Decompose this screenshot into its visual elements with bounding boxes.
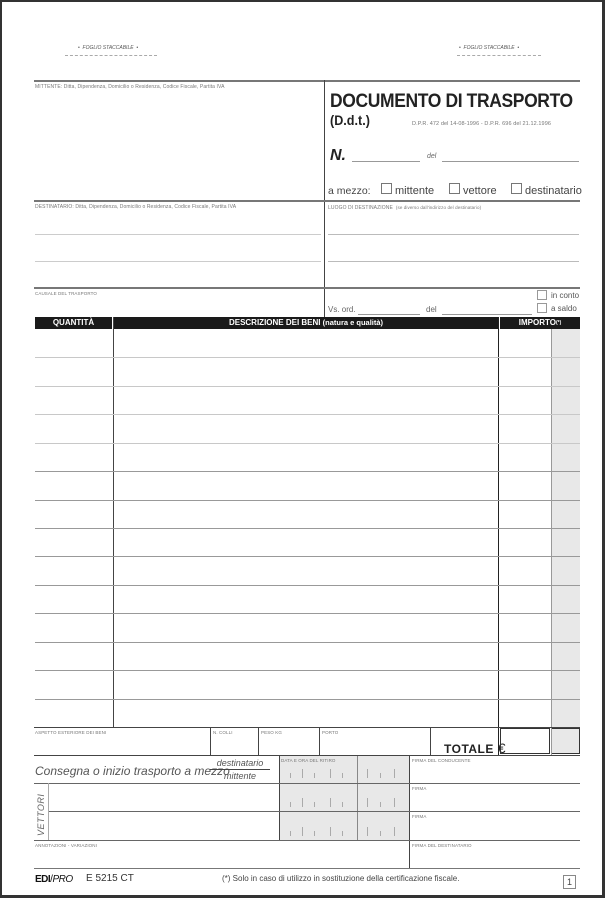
mittente-label: MITTENTE: Ditta, Dipendenza, Domicilio o Residenza, Codice Fiscale, Partita IVA xyxy=(35,84,225,90)
table-row[interactable] xyxy=(35,556,580,584)
tick-mark xyxy=(394,769,395,778)
totale-divider xyxy=(430,727,431,755)
tick-mark xyxy=(367,798,368,807)
consegna-label: Consegna o inizio trasporto a mezzo xyxy=(35,764,230,778)
aspetto-label: ASPETTO ESTERIORE DEI BENI xyxy=(35,730,107,735)
column-header-descrizione: DESCRIZIONE DEI BENI (natura e qualità) xyxy=(114,317,498,329)
vettore-2-field[interactable] xyxy=(50,813,278,838)
table-row[interactable] xyxy=(35,500,580,528)
legal-reference: D.P.R. 472 del 14-08-1996 - D.P.R. 696 del 21.12.1996 xyxy=(412,121,552,127)
bullet-icon: • xyxy=(133,45,139,51)
order-date-field[interactable] xyxy=(442,314,532,315)
top-rule xyxy=(34,80,580,82)
annotazioni-label: ANNOTAZIONI - VARIAZIONI xyxy=(35,843,97,848)
firma-destinatario-label: FIRMA DEL DESTINATARIO xyxy=(412,843,472,848)
bullet-icon: • xyxy=(514,45,520,51)
fraction-destinatario[interactable]: destinatario xyxy=(216,758,264,768)
data-ora-mid-divider xyxy=(357,756,358,840)
tick-mark xyxy=(342,773,343,778)
table-row[interactable] xyxy=(35,670,580,698)
totale-label: TOTALE € xyxy=(444,740,507,756)
checkbox-mittente[interactable] xyxy=(381,183,392,194)
checkbox-destinatario[interactable] xyxy=(511,183,522,194)
option-vettore-label: vettore xyxy=(463,185,497,197)
annotazioni-field[interactable] xyxy=(35,850,407,867)
table-row[interactable] xyxy=(35,699,580,727)
bullet-icon: • xyxy=(78,45,83,51)
table-row[interactable] xyxy=(35,414,580,442)
tear-off-line-left xyxy=(65,55,157,56)
table-row[interactable] xyxy=(35,528,580,556)
firma-conducente-label: FIRMA DEL CONDUCENTE xyxy=(412,758,471,763)
table-row[interactable] xyxy=(35,357,580,385)
tick-mark xyxy=(380,773,381,778)
number-field[interactable] xyxy=(352,161,420,162)
destination-line-1[interactable] xyxy=(328,234,579,235)
data-ora-grid[interactable] xyxy=(279,756,409,840)
table-row[interactable] xyxy=(35,329,580,357)
mittente-field[interactable] xyxy=(35,92,321,200)
section-rule-1 xyxy=(34,200,580,202)
colli-label: N. COLLI xyxy=(213,730,233,735)
fraction-bar xyxy=(210,769,270,770)
destination-line-2[interactable] xyxy=(328,261,579,262)
option-destinatario-label: destinatario xyxy=(525,185,582,197)
table-row[interactable] xyxy=(35,471,580,499)
product-code: E 5215 CT xyxy=(86,873,134,884)
tick-mark xyxy=(342,831,343,836)
destination-label: LUOGO DI DESTINAZIONE (se diverso dall'indirizzo del destinatario) xyxy=(328,205,482,211)
tick-mark xyxy=(302,798,303,807)
tick-mark xyxy=(380,802,381,807)
tick-mark xyxy=(380,831,381,836)
tick-mark xyxy=(302,827,303,836)
bullet-icon: • xyxy=(459,45,464,51)
aspetto-field[interactable] xyxy=(35,736,209,754)
porto-label: PORTO xyxy=(322,730,339,735)
porto-divider xyxy=(319,727,320,755)
footer-rule xyxy=(34,868,580,869)
tick-mark xyxy=(314,802,315,807)
document-title: DOCUMENTO DI TRASPORTO xyxy=(330,91,573,112)
in-conto-label: in conto xyxy=(551,291,580,300)
tick-mark xyxy=(330,827,331,836)
edipro-logo: EDI/PRO xyxy=(35,874,73,885)
tick-mark xyxy=(394,827,395,836)
destinatario-line-2[interactable] xyxy=(35,261,321,262)
option-mittente-label: mittente xyxy=(395,185,435,197)
data-ora-label: DATA E ORA DEL RITIRO xyxy=(281,758,336,763)
tick-mark xyxy=(330,769,331,778)
fraction-mittente[interactable]: mittente xyxy=(223,771,256,781)
tick-mark xyxy=(290,773,291,778)
causale-field[interactable] xyxy=(35,298,321,316)
order-date-label: del xyxy=(426,305,437,314)
vs-ord-field[interactable] xyxy=(358,314,420,315)
tick-mark xyxy=(367,769,368,778)
footnote: (*) Solo in caso di utilizzo in sostituzione della certificazione fiscale. xyxy=(222,874,460,883)
tear-off-marker-left: • FOGLIO STACCABILE • xyxy=(78,45,139,51)
vettori-rule-2 xyxy=(48,811,580,812)
tick-mark xyxy=(394,798,395,807)
document-subtitle: (D.d.t.) xyxy=(330,112,370,128)
annotazioni-rule xyxy=(34,840,580,841)
colli-divider xyxy=(210,727,211,755)
vettori-label-divider xyxy=(48,783,49,840)
checkbox-vettore[interactable] xyxy=(449,183,460,194)
a-saldo-label: a saldo xyxy=(551,304,577,313)
data-ora-left-border xyxy=(279,755,280,840)
peso-label: PESO KG xyxy=(261,730,282,735)
tick-mark xyxy=(302,769,303,778)
euro-icon: € xyxy=(497,740,507,756)
tick-mark xyxy=(342,802,343,807)
destinatario-label: DESTINATARIO: Ditta, Dipendenza, Domicilio o Residenza, Codice Fiscale, Partita IVA xyxy=(35,204,237,210)
totale-field[interactable] xyxy=(497,728,550,756)
tick-mark xyxy=(290,802,291,807)
checkbox-in-conto[interactable] xyxy=(537,290,547,300)
table-row[interactable] xyxy=(35,386,580,414)
tick-mark xyxy=(367,827,368,836)
page-number: 1 xyxy=(563,875,576,889)
firma-label-2: FIRMA xyxy=(412,814,427,819)
vettore-1-field[interactable] xyxy=(50,785,278,810)
column-header-importo: IMPORTO(*) xyxy=(500,317,580,329)
table-row[interactable] xyxy=(35,613,580,641)
table-row[interactable] xyxy=(35,642,580,670)
destinatario-line-1[interactable] xyxy=(35,234,321,235)
tick-mark xyxy=(314,773,315,778)
checkbox-a-saldo[interactable] xyxy=(537,303,547,313)
tick-mark xyxy=(330,798,331,807)
section-rule-2 xyxy=(34,287,580,289)
number-label: N. xyxy=(330,147,346,164)
vettori-label: VETTORI xyxy=(36,793,46,836)
tear-off-line-right xyxy=(457,55,541,56)
totale-cents-field[interactable] xyxy=(552,728,580,754)
table-row[interactable] xyxy=(35,443,580,471)
tear-off-marker-right: • FOGLIO STACCABILE • xyxy=(459,45,520,51)
by-means-label: a mezzo: xyxy=(328,185,371,197)
header-divider xyxy=(324,80,325,317)
column-header-quantita: QUANTITÀ xyxy=(35,317,112,329)
vs-ord-label: Vs. ord. xyxy=(328,305,356,314)
table-row[interactable] xyxy=(35,585,580,613)
table-bottom-rule xyxy=(34,727,580,728)
tick-mark xyxy=(290,831,291,836)
causale-label: CAUSALE DEL TRASPORTO xyxy=(35,291,97,296)
date-label: del xyxy=(427,153,437,160)
date-field[interactable] xyxy=(442,161,579,162)
peso-divider xyxy=(258,727,259,755)
tick-mark xyxy=(314,831,315,836)
firma-label-1: FIRMA xyxy=(412,786,427,791)
vettori-rule-1 xyxy=(34,783,580,784)
